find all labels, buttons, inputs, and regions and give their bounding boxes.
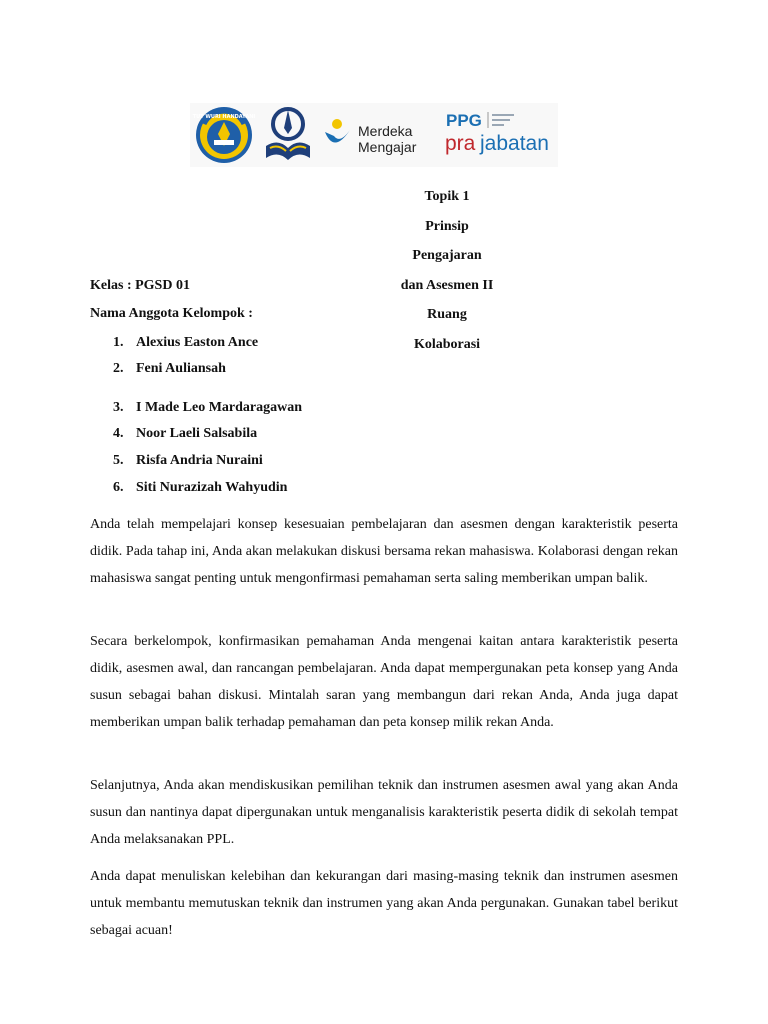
paragraph-2: Secara berkelompok, konfirmasikan pemahaman Anda mengenai kaitan antara karakteristik peserta didik, asesmen awal, dan rancangan pembelajaran. Anda dapat mempergunakan peta konsep yang Anda susun sebagai bahan diskusi. Mintalah saran yang membangun dari rekan Anda, Anda juga dapat memberikan umpan balik terhadap pemahaman dan peta konsep milik rekan Anda.: [90, 634, 678, 730]
paragraph-1: Anda telah mempelajari konsep kesesuaian pembelajaran dan asesmen dengan karakteristik peserta didik. Pada tahap ini, Anda akan melakukan diskusi bersama rekan mahasiswa. Kolaborasi dengan rekan mahasiswa sangat penting untuk mengonfirmasi pemahaman serta saling memberikan umpan balik.: [90, 517, 678, 586]
member-number: 1.: [113, 335, 124, 350]
member-name: Alexius Easton Ance: [136, 335, 259, 350]
topic-line-5: Ruang: [427, 307, 467, 322]
member-item-5: [113, 452, 263, 470]
member-item-1: [113, 334, 258, 352]
member-name: I Made Leo Mardaragawan: [136, 400, 303, 415]
topic-line-1: Topik 1: [424, 189, 470, 204]
member-number: 3.: [113, 400, 124, 415]
book-pen-emblem-logo: [262, 104, 314, 166]
member-item-6: [113, 479, 287, 497]
member-name: Risfa Andria Nuraini: [136, 453, 263, 468]
merdeka-mengajar-logo: [322, 114, 432, 160]
ppg-text: PPG: [446, 111, 482, 130]
logo-motto-text: TUT WURI HANDAYANI: [192, 114, 256, 120]
member-number: 5.: [113, 453, 124, 468]
member-name: Siti Nurazizah Wahyudin: [136, 480, 288, 495]
member-number: 2.: [113, 361, 124, 376]
member-item-2: [113, 360, 226, 378]
member-number: 4.: [113, 426, 124, 441]
merdeka-text: Merdeka: [358, 123, 413, 139]
topic-line-3: Pengajaran: [412, 248, 482, 263]
topic-line-4: dan Asesmen II: [400, 278, 494, 293]
member-name: Feni Auliansah: [136, 361, 226, 376]
member-name: Noor Laeli Salsabila: [136, 426, 258, 441]
tut-wuri-handayani-logo: [192, 106, 256, 164]
class-label: Kelas : PGSD 01: [90, 278, 190, 293]
member-item-4: [113, 425, 257, 443]
paragraph-4: Anda dapat menuliskan kelebihan dan kekurangan dari masing-masing teknik dan instrumen asesmen untuk membantu memutuskan teknik dan instrumen yang akan Anda pergunakan. Gunakan tabel berikut sebagai acuan!: [90, 869, 678, 938]
member-item-3: [113, 399, 302, 417]
pra-text: pra: [445, 132, 476, 155]
topic-line-6: Kolaborasi: [413, 337, 481, 352]
mengajar-text: Mengajar: [358, 139, 417, 155]
paragraph-3: Selanjutnya, Anda akan mendiskusikan pemilihan teknik dan instrumen asesmen awal yang akan Anda susun dan nantinya dapat dipergunakan untuk menganalisis karakteristik peserta didik di sekolah tempat Anda melaksanakan PPL.: [90, 778, 678, 847]
member-number: 6.: [113, 480, 124, 495]
jabatan-text: jabatan: [480, 132, 549, 155]
topic-line-2: Prinsip: [425, 219, 469, 234]
ppg-prajabatan-logo: [444, 106, 558, 158]
members-label: Nama Anggota Kelompok :: [90, 306, 253, 321]
